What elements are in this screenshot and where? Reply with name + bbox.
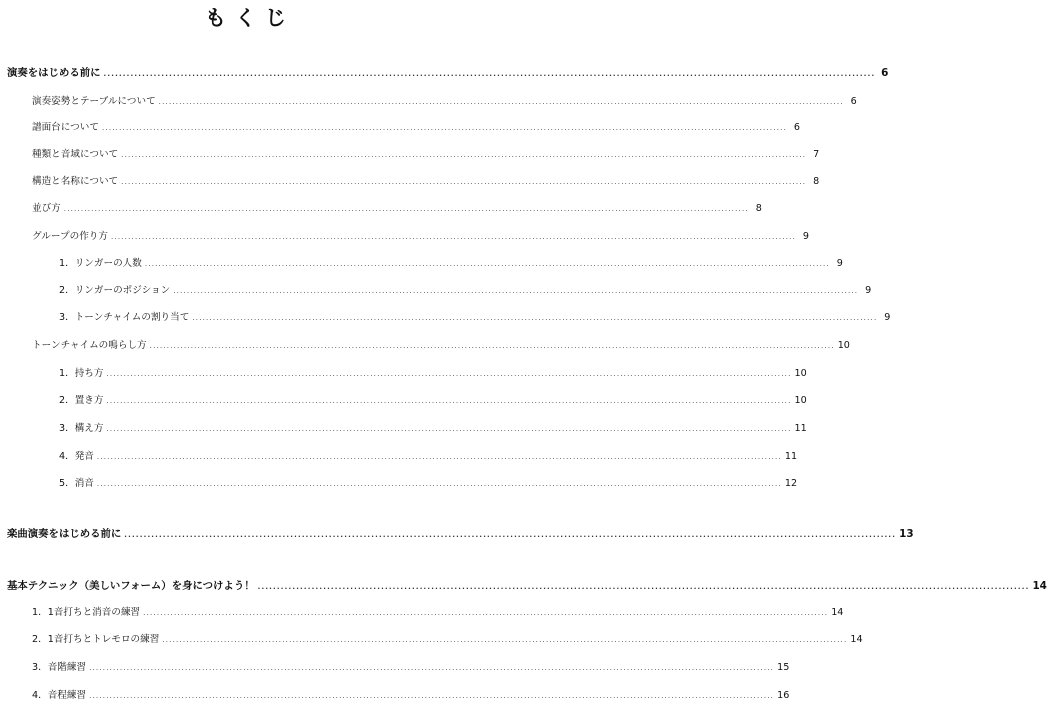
toc-entry-page: 10 [794,368,807,379]
toc-entry-label: 4．音程練習 [32,690,87,701]
toc-entry-page: 7 [813,149,820,160]
toc-entry-page: 12 [784,478,798,489]
toc-entry [32,148,820,162]
dot-leader: ........................................................................................................................................................................................................ [121,151,807,159]
toc-entry-label: 1．1音打ちと消音の練習 [32,607,141,618]
toc-entry [59,422,807,436]
toc-entry [32,606,844,620]
dot-leader: ........................................................................................................................................................................................................ [144,260,830,268]
page-title: もくじ [205,6,295,30]
toc-entry-label: 楽曲演奏をはじめる前に [7,528,122,540]
toc-entry-label: 3．構え方 [59,423,104,434]
toc-entry [32,633,863,647]
toc-entry-label: トーンチャイムの鳴らし方 [32,340,147,351]
toc-entry-page: 11 [784,451,798,462]
toc-entry [59,477,798,491]
toc-entry [32,661,790,675]
toc-entry-label: グループの作り方 [32,231,108,242]
toc-entry [59,284,872,298]
toc-entry-label: 1．リンガーの人数 [59,258,142,269]
toc-entry-label: 1．持ち方 [59,368,104,379]
toc-entry [7,579,1047,594]
toc-entry-page: 6 [881,67,889,79]
toc-entry [59,367,807,381]
toc-entry-label: 3．音階練習 [32,662,87,673]
toc-entry-page: 8 [813,176,820,187]
toc-entry-page: 9 [802,231,810,242]
toc-entry-page: 9 [836,258,843,269]
dot-leader: ........................................................................................................................................................................................................ [96,480,782,488]
toc-entry-label: 種類と音域について [32,149,119,160]
toc-entry-page: 14 [1032,580,1047,592]
dot-leader: ........................................................................................................................................................................................................ [162,636,848,644]
dot-leader: ........................................................................................................................................................................................................ [173,287,859,295]
dot-leader: ........................................................................................................................................................................................................ [121,178,807,186]
toc-entry-page: 16 [777,690,790,701]
toc-entry [7,527,914,542]
toc-entry-page: 14 [831,607,844,618]
toc-entry-page: 9 [884,312,891,323]
dot-leader: ........................................................................................................................................................................................................ [63,205,749,213]
dot-leader: ........................................................................................................................................................................................................ [106,397,792,405]
toc-entry-page: 6 [850,96,857,107]
toc-entry-label: 5．消音 [59,478,94,489]
dot-leader: ........................................................................................................................................................................................................ [103,70,876,78]
toc-entry [32,689,790,703]
toc-entry [32,175,820,189]
dot-leader: ........................................................................................................................................................................................................ [149,342,835,350]
dot-leader: ........................................................................................................................................................................................................ [158,98,844,106]
dot-leader: ........................................................................................................................................................................................................ [143,609,829,617]
toc-entry [59,450,798,464]
toc-entry-page: 6 [793,122,800,133]
toc-entry-label: 2．1音打ちとトレモロの練習 [32,634,160,645]
toc-entry-label: 2．置き方 [59,395,104,406]
toc-entry-label: 2．リンガーのポジション [59,285,171,296]
dot-leader: ........................................................................................................................................................................................................ [110,233,797,241]
toc-entry-page: 14 [850,634,863,645]
toc-entry-label: 構造と名称について [32,176,119,187]
toc-entry [32,230,810,244]
toc-entry [32,95,857,109]
toc-entry-label: 4．発音 [59,451,94,462]
toc-entry [59,394,807,408]
toc-entry-page: 9 [865,285,872,296]
dot-leader: ........................................................................................................................................................................................................ [106,370,792,378]
toc-entry-page: 11 [794,423,807,434]
dot-leader: ........................................................................................................................................................................................................ [192,314,878,322]
dot-leader: ........................................................................................................................................................................................................ [96,453,782,461]
dot-leader: ........................................................................................................................................................................................................ [89,664,775,672]
toc-entry-label: 3．トーンチャイムの割り当て [59,312,190,323]
toc-entry-label: 演奏姿勢とテーブルについて [32,96,156,107]
toc-entry-page: 8 [755,203,762,214]
toc-entry-label: 譜面台について [32,122,99,133]
toc-entry-page: 10 [837,340,850,351]
toc-entry [59,257,843,271]
toc-entry-page: 13 [899,528,914,540]
toc-entry-page: 15 [777,662,790,673]
dot-leader: ........................................................................................................................................................................................................ [101,124,787,132]
toc-entry-label: 基本テクニック（美しいフォーム）を身につけよう！ [7,580,255,592]
dot-leader: ........................................................................................................................................................................................................ [106,425,792,433]
toc-entry [32,202,762,216]
dot-leader: ........................................................................................................................................................................................................ [257,583,1030,591]
toc-entry-label: 並び方 [32,203,61,214]
toc-entry-page: 10 [794,395,807,406]
toc-entry [59,311,891,325]
toc-entry [32,121,800,135]
dot-leader: ........................................................................................................................................................................................................ [124,531,897,539]
toc-entry-label: 演奏をはじめる前に [7,67,101,79]
toc-entry [7,66,889,81]
toc-entry [32,339,850,353]
dot-leader: ........................................................................................................................................................................................................ [89,692,775,700]
